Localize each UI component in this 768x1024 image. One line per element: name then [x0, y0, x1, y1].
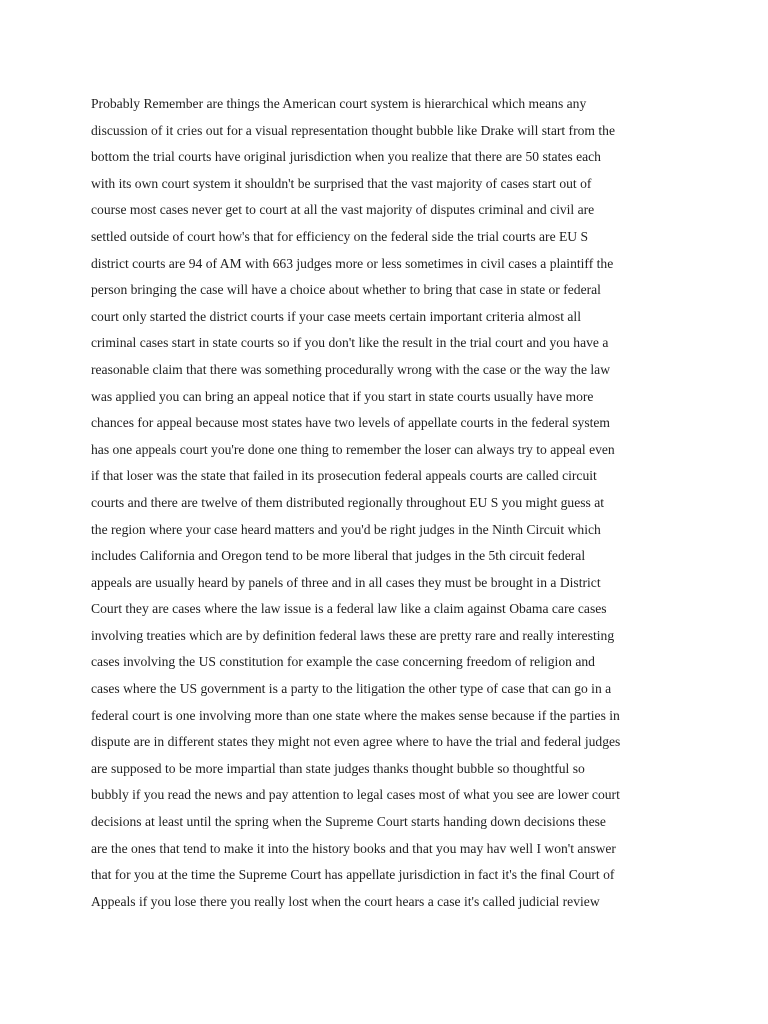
transcript-text: [91, 91, 691, 915]
text-line: cases where the US government is a party to the litigation the other type of case that can go in a: [91, 681, 612, 697]
text-line: are the ones that tend to make it into the history books and that you may hav well I won't answer: [91, 840, 616, 856]
text-line: district courts are 94 of AM with 663 judges more or less sometimes in civil cases a plaintiff the: [91, 255, 614, 271]
text-line: person bringing the case will have a choice about whether to bring that case in state or federal: [91, 282, 601, 298]
text-line: Court they are cases where the law issue is a federal law like a claim against Obama care cases: [91, 601, 607, 617]
text-line: with its own court system it shouldn't be surprised that the vast majority of cases start out of: [91, 175, 592, 191]
text-line: are supposed to be more impartial than state judges thanks thought bubble so thoughtful so: [91, 760, 585, 776]
text-line: cases involving the US constitution for example the case concerning freedom of religion and: [91, 654, 595, 670]
text-line: discussion of it cries out for a visual representation thought bubble like Drake will start from the: [91, 122, 615, 138]
text-line: chances for appeal because most states have two levels of appellate courts in the federal system: [91, 415, 611, 431]
text-line: reasonable claim that there was something procedurally wrong with the case or the way the law: [91, 361, 611, 377]
text-line: course most cases never get to court at all the vast majority of disputes criminal and civil are: [91, 202, 595, 218]
text-line: bubbly if you read the news and pay attention to legal cases most of what you see are lower court: [91, 787, 620, 803]
text-line: dispute are in different states they might not even agree where to have the trial and federal judges: [91, 734, 621, 750]
text-line: criminal cases start in state courts so if you don't like the result in the trial court and you have a: [91, 335, 609, 351]
text-line: appeals are usually heard by panels of three and in all cases they must be brought in a District: [91, 574, 601, 590]
text-line: was applied you can bring an appeal notice that if you start in state courts usually have more: [91, 388, 594, 404]
text-line: has one appeals court you're done one thing to remember the loser can always try to appeal even: [91, 441, 615, 457]
text-line: includes California and Oregon tend to be more liberal that judges in the 5th circuit federal: [91, 548, 586, 564]
text-line: bottom the trial courts have original jurisdiction when you realize that there are 50 states each: [91, 149, 601, 165]
text-line: Probably Remember are things the American court system is hierarchical which means any: [91, 96, 587, 111]
text-line: that for you at the time the Supreme Court has appellate jurisdiction in fact it's the final Court of: [91, 867, 615, 883]
text-line: involving treaties which are by definition federal laws these are pretty rare and really interesting: [91, 627, 615, 643]
text-line: decisions at least until the spring when the Supreme Court starts handing down decisions these: [91, 814, 606, 830]
text-line: settled outside of court how's that for efficiency on the federal side the trial courts are EU S: [91, 228, 589, 244]
text-line: court only started the district courts if your case meets certain important criteria almost all: [91, 308, 581, 324]
text-line: the region where your case heard matters and you'd be right judges in the Ninth Circuit which: [91, 521, 601, 537]
text-line: if that loser was the state that failed in its prosecution federal appeals courts are called circuit: [91, 468, 597, 484]
text-line: courts and there are twelve of them distributed regionally throughout EU S you might guess at: [91, 494, 605, 510]
text-line: federal court is one involving more than one state where the makes sense because if the parties in: [91, 707, 620, 723]
text-line: Appeals if you lose there you really lost when the court hears a case it's called judicial review: [91, 893, 600, 909]
